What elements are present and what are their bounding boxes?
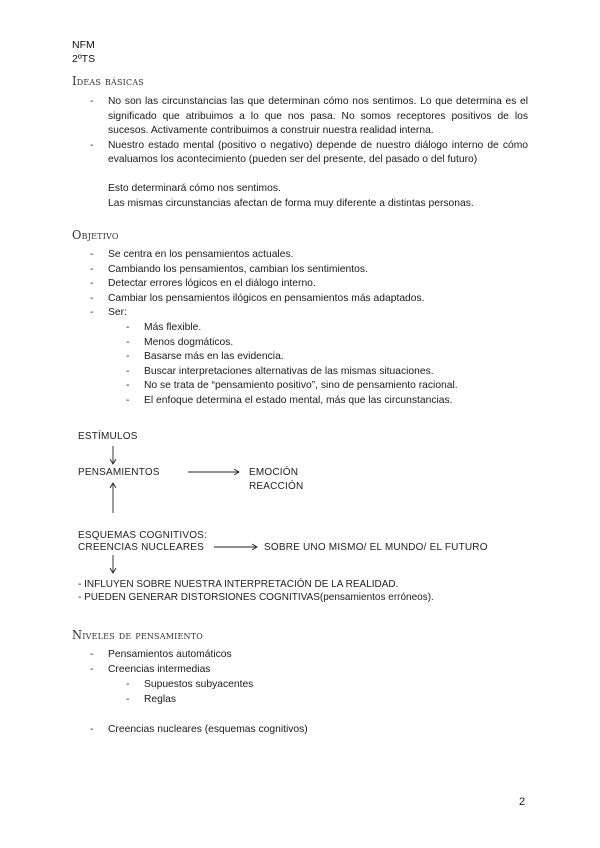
list-item: - No se trata de “pensamiento positivo”, sino de pensamiento racional. <box>72 379 528 394</box>
list-item: - Detectar errores lógicos en el diálogo interno. <box>72 277 528 292</box>
list-item: - Cambiando los pensamientos, cambian los sentimientos. <box>72 263 528 278</box>
list-item: - Reglas <box>72 693 528 708</box>
list-item: - Nuestro estado mental (positivo o negativo) depende de nuestro diálogo interno de cómo evaluamos los acontecimiento (pueden ser del presente, del pasado o del futuro) <box>72 139 528 168</box>
niveles-list <box>72 648 528 677</box>
diagram-note-2: - PUEDEN GENERAR DISTORSIONES COGNITIVAS(pensamientos erróneos). <box>78 592 434 603</box>
diagram-pensamientos: PENSAMIENTOS <box>78 467 160 478</box>
header-line-2: 2ºTS <box>72 53 96 65</box>
list-item: - Menos dogmáticos. <box>72 336 528 351</box>
page-number: 2 <box>519 796 526 808</box>
list-item: - Se centra en los pensamientos actuales. <box>72 248 528 263</box>
diagram-creencias: CREENCIAS NUCLEARES <box>78 542 205 553</box>
diagram-reaccion: REACCIÓN <box>249 481 304 492</box>
list-item: - Creencias nucleares (esquemas cognitivos) <box>72 723 528 738</box>
list-item: - Cambiar los pensamientos ilógicos en pensamientos más adaptados. <box>72 292 528 307</box>
list-item: - Supuestos subyacentes <box>72 678 528 693</box>
list-item: - Basarse más en las evidencia. <box>72 350 528 365</box>
niveles-sublist <box>72 678 528 707</box>
header-line-1: NFM <box>72 39 95 51</box>
ideas-extra-2: Las mismas circunstancias afectan de forma muy diferente a distintas personas. <box>108 198 474 209</box>
niveles-list-2 <box>72 723 528 738</box>
diagram-estimulos: ESTÍMULOS <box>78 431 138 442</box>
list-item: - Ser: <box>72 306 528 321</box>
diagram-emocion: EMOCIÓN <box>249 467 299 478</box>
list-item: - Pensamientos automáticos <box>72 648 528 663</box>
list-item: - Creencias intermedias <box>72 663 528 678</box>
list-item: - No son las circunstancias las que determinan cómo nos sentimos. Lo que determina es el significado que atribuimos a lo que nos pasa. No somos receptores positivos de los sucesos. Activamente contribuimos a construir nuestra realidad interna. <box>72 95 528 139</box>
list-item: - Más flexible. <box>72 321 528 336</box>
heading-niveles: Niveles de pensamiento <box>72 627 204 643</box>
list-item: - El enfoque determina el estado mental, más que las circunstancias. <box>72 394 528 409</box>
list-item: - Buscar interpretaciones alternativas de las mismas situaciones. <box>72 365 528 380</box>
heading-objetivo: Objetivo <box>72 227 119 243</box>
heading-ideas-basicas: Ideas básicas <box>72 73 144 89</box>
diagram-sobre: SOBRE UNO MISMO/ EL MUNDO/ EL FUTURO <box>264 542 488 553</box>
ideas-extra-1: Esto determinará cómo nos sentimos. <box>108 183 281 194</box>
diagram-esquemas: ESQUEMAS COGNITIVOS: <box>78 530 208 541</box>
diagram-note-1: - INFLUYEN SOBRE NUESTRA INTERPRETACIÓN DE LA REALIDAD. <box>78 579 399 590</box>
